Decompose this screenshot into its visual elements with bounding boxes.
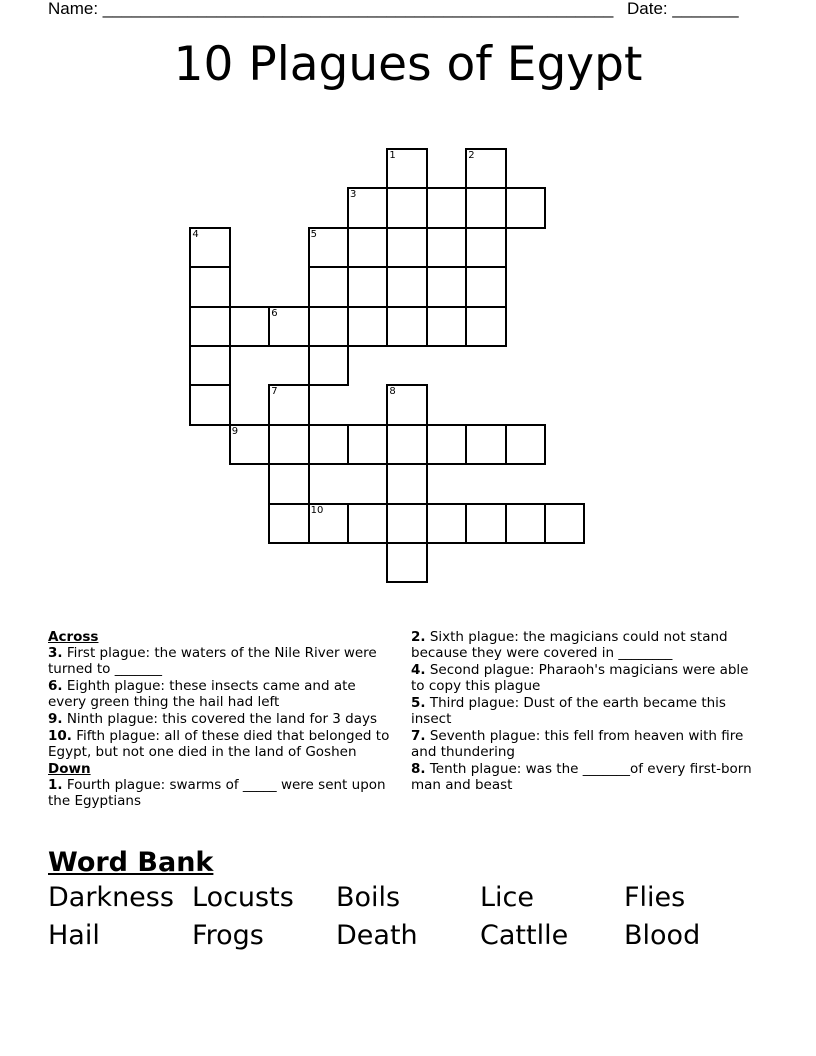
- clue-item-number: 7.: [411, 728, 426, 744]
- clue-item: [411, 629, 756, 661]
- across-clue-list: [48, 645, 398, 760]
- crossword-cell[interactable]: [347, 306, 388, 347]
- crossword-cell[interactable]: [229, 424, 270, 465]
- crossword-cell[interactable]: [347, 266, 388, 307]
- clue-item: [48, 711, 398, 727]
- crossword-cell[interactable]: [505, 424, 546, 465]
- clue-item-text: Eighth plague: these insects came and ate every green thing the hail had left: [48, 678, 356, 710]
- clue-number: 10: [310, 504, 324, 516]
- clue-item-number: 2.: [411, 629, 426, 645]
- clues-right-column: [411, 629, 756, 794]
- clue-item-text: Second plague: Pharaoh's magicians were able to copy this plague: [411, 662, 749, 694]
- crossword-cell[interactable]: [268, 424, 309, 465]
- across-heading: Across: [48, 629, 99, 645]
- clue-item-number: 9.: [48, 711, 63, 727]
- crossword-cell[interactable]: [308, 345, 349, 386]
- crossword-cell[interactable]: [426, 187, 467, 228]
- clue-number: 3: [350, 189, 357, 201]
- crossword-cell[interactable]: [465, 503, 506, 544]
- crossword-cell[interactable]: [268, 463, 309, 504]
- crossword-cell[interactable]: [308, 266, 349, 307]
- word-bank-title: Word Bank: [48, 847, 214, 878]
- crossword-cell[interactable]: [426, 266, 467, 307]
- clue-item: [48, 728, 398, 760]
- word-bank-word: Boils: [336, 882, 401, 913]
- word-bank-word: Locusts: [192, 882, 294, 913]
- clue-number: 7: [271, 386, 278, 398]
- word-bank-word: Death: [336, 920, 418, 951]
- crossword-cell[interactable]: [189, 306, 230, 347]
- crossword-cell[interactable]: [544, 503, 585, 544]
- crossword-cell[interactable]: [386, 384, 427, 425]
- crossword-cell[interactable]: [347, 503, 388, 544]
- crossword-cell[interactable]: [465, 227, 506, 268]
- clue-item-text: First plague: the waters of the Nile River were turned to _______: [48, 645, 377, 677]
- clue-item-number: 8.: [411, 761, 426, 777]
- clue-number: 8: [389, 386, 396, 398]
- crossword-cell[interactable]: [426, 306, 467, 347]
- crossword-cell[interactable]: [386, 542, 427, 583]
- clue-number: 2: [468, 150, 475, 161]
- crossword-cell[interactable]: [229, 306, 270, 347]
- clue-number: 1: [389, 150, 396, 161]
- word-bank-word: Hail: [48, 920, 100, 951]
- clue-item-text: Fourth plague: swarms of _____ were sent upon the Egyptians: [48, 777, 386, 809]
- crossword-cell[interactable]: [308, 227, 349, 268]
- crossword-cell[interactable]: [426, 227, 467, 268]
- crossword-cell[interactable]: [347, 424, 388, 465]
- clue-item: [411, 728, 756, 760]
- crossword-cell[interactable]: [386, 148, 427, 189]
- clue-item: [48, 777, 398, 809]
- clue-item: [48, 678, 398, 710]
- word-bank-word: Lice: [480, 882, 534, 913]
- crossword-cell[interactable]: [308, 306, 349, 347]
- page-title: 10 Plagues of Egypt: [173, 37, 643, 92]
- crossword-cell[interactable]: [308, 503, 349, 544]
- crossword-cell[interactable]: [426, 424, 467, 465]
- crossword-cell[interactable]: [465, 187, 506, 228]
- down-clue-list: [48, 777, 398, 809]
- clue-item-text: Seventh plague: this fell from heaven with fire and thundering: [411, 728, 744, 760]
- crossword-cell[interactable]: [268, 503, 309, 544]
- crossword-cell[interactable]: [386, 503, 427, 544]
- clue-item: [411, 761, 756, 793]
- clue-number: 9: [231, 425, 239, 437]
- clue-item-number: 6.: [48, 678, 63, 694]
- word-bank: [48, 882, 768, 958]
- crossword-cell[interactable]: [465, 306, 506, 347]
- clue-item-text: Ninth plague: this covered the land for 3 days: [62, 711, 378, 727]
- crossword-cell[interactable]: [426, 503, 467, 544]
- crossword-cell[interactable]: [347, 227, 388, 268]
- crossword-cell[interactable]: [268, 306, 309, 347]
- crossword-cell[interactable]: [308, 424, 349, 465]
- crossword-cell[interactable]: [189, 345, 230, 386]
- crossword-cell[interactable]: [189, 227, 230, 268]
- crossword-cell[interactable]: [386, 227, 427, 268]
- clue-item-number: 4.: [411, 662, 426, 678]
- date-field-line: Date: _______: [627, 0, 739, 18]
- clue-item-text: Sixth plague: the magicians could not stand because they were covered in ________: [411, 629, 728, 661]
- crossword-cell[interactable]: [465, 424, 506, 465]
- crossword-cell[interactable]: [347, 187, 388, 228]
- clue-item-number: 3.: [48, 645, 63, 661]
- crossword-cell[interactable]: [268, 384, 309, 425]
- crossword-cell[interactable]: [386, 424, 427, 465]
- word-bank-word: Flies: [624, 882, 686, 913]
- crossword-cell[interactable]: [189, 384, 230, 425]
- clue-item-number: 10.: [48, 728, 72, 744]
- down-clue-list-continued: [411, 629, 756, 793]
- clue-item: [411, 695, 756, 727]
- name-field-line: Name: ______________________________________________________: [48, 0, 614, 18]
- clue-item-text: Tenth plague: was the _______of every first-born man and beast: [411, 761, 752, 793]
- word-bank-word: Darkness: [48, 882, 174, 913]
- crossword-cell[interactable]: [505, 503, 546, 544]
- crossword-cell[interactable]: [386, 463, 427, 504]
- crossword-cell[interactable]: [386, 266, 427, 307]
- word-bank-word: Cattlle: [480, 920, 569, 951]
- clue-item-text: Fifth plague: all of these died that belonged to Egypt, but not one died in the land of Goshen: [48, 728, 390, 760]
- clues-left-column: [48, 629, 398, 810]
- clue-item-number: 1.: [48, 777, 63, 793]
- clue-number: 6: [271, 307, 278, 319]
- crossword-cell[interactable]: [386, 306, 427, 347]
- clue-item-number: 5.: [411, 695, 426, 711]
- clue-item: [48, 645, 398, 677]
- clue-item-text: Third plague: Dust of the earth became this insect: [411, 695, 726, 727]
- word-bank-word: Frogs: [192, 920, 264, 951]
- crossword-cell[interactable]: [465, 148, 506, 189]
- word-bank-word: Blood: [624, 920, 701, 951]
- crossword-cell[interactable]: [505, 187, 546, 228]
- down-heading: Down: [48, 761, 91, 777]
- crossword-cell[interactable]: [386, 187, 427, 228]
- clue-number: 5: [310, 228, 317, 240]
- crossword-cell[interactable]: [189, 266, 230, 307]
- clue-item: [411, 662, 756, 694]
- crossword-cell[interactable]: [465, 266, 506, 307]
- clue-number: 4: [192, 228, 199, 240]
